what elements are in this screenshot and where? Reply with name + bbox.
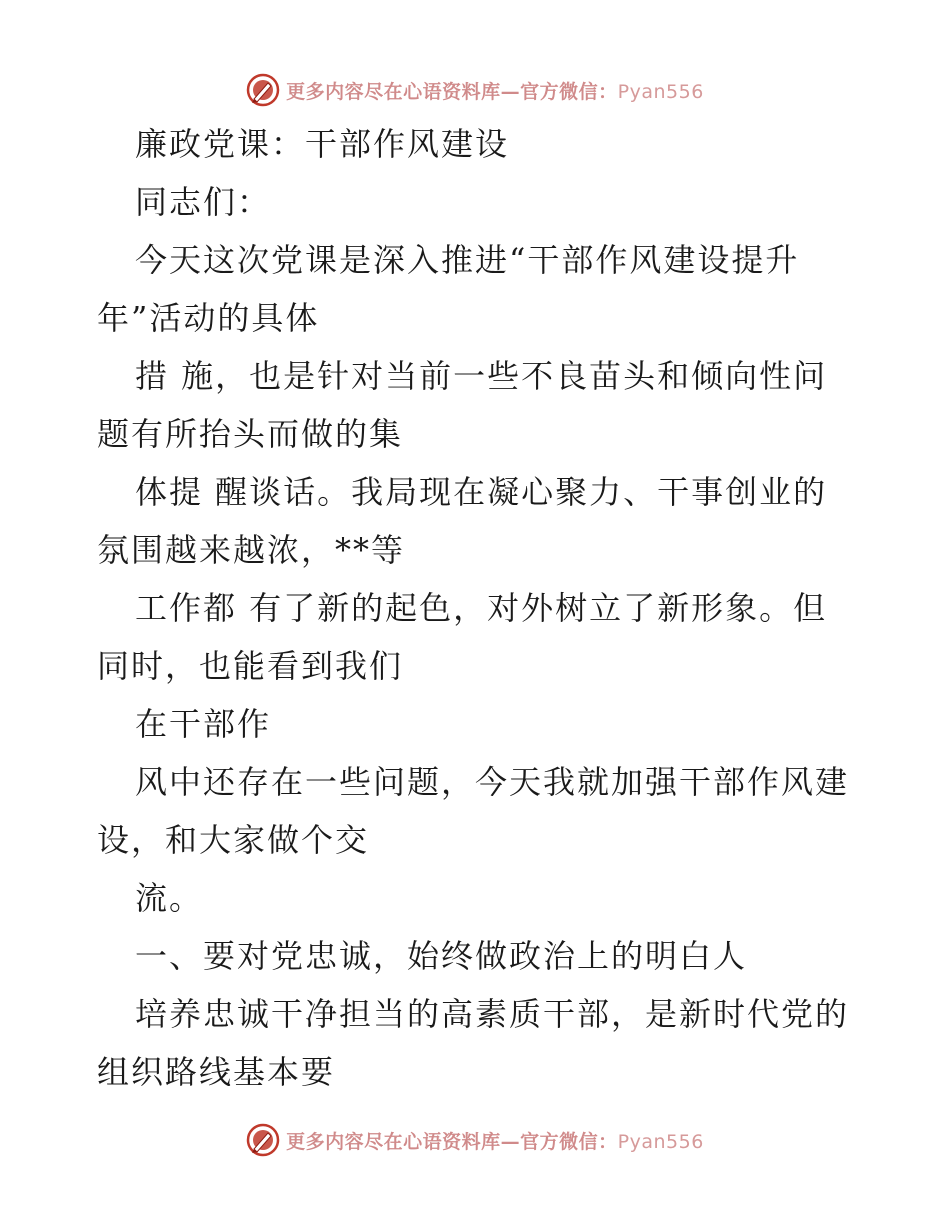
pen-logo-icon	[246, 1123, 280, 1157]
paragraph-line: 氛围越来越浓，**等	[97, 531, 406, 569]
header-watermark	[0, 70, 950, 110]
paragraph-line: 在干部作	[135, 705, 272, 743]
section-heading: 一、要对党忠诚，始终做政治上的明白人	[135, 937, 748, 975]
paragraph-line: 体提 醒谈话。我局现在凝心聚力、干事创业的	[135, 473, 828, 511]
paragraph-line: 措 施，也是针对当前一些不良苗头和倾向性问	[135, 357, 828, 395]
watermark-text: 更多内容尽在心语资料库—官方微信：Pyan556	[286, 1130, 704, 1153]
paragraph-line: 同时，也能看到我们	[97, 647, 404, 685]
paragraph-line: 设，和大家做个交	[97, 821, 370, 859]
salutation: 同志们：	[135, 183, 272, 221]
footer-watermark	[0, 1120, 950, 1160]
paragraph-line: 流。	[135, 879, 204, 917]
paragraph-line: 年”活动的具体	[97, 299, 320, 337]
paragraph-line: 风中还存在一些问题，今天我就加强干部作风建	[135, 763, 850, 801]
watermark-text: 更多内容尽在心语资料库—官方微信：Pyan556	[286, 80, 704, 103]
paragraph-line: 培养忠诚干净担当的高素质干部，是新时代党的	[135, 995, 850, 1033]
doc-title: 廉政党课：干部作风建设	[135, 125, 510, 163]
paragraph-line: 组织路线基本要	[97, 1053, 336, 1091]
document-body	[97, 115, 857, 1101]
pen-logo-icon	[246, 73, 280, 107]
paragraph-line: 工作都 有了新的起色，对外树立了新形象。但	[135, 589, 828, 627]
paragraph-line: 题有所抬头而做的集	[97, 415, 404, 453]
paragraph-line: 今天这次党课是深入推进“干部作风建设提升	[135, 241, 800, 279]
